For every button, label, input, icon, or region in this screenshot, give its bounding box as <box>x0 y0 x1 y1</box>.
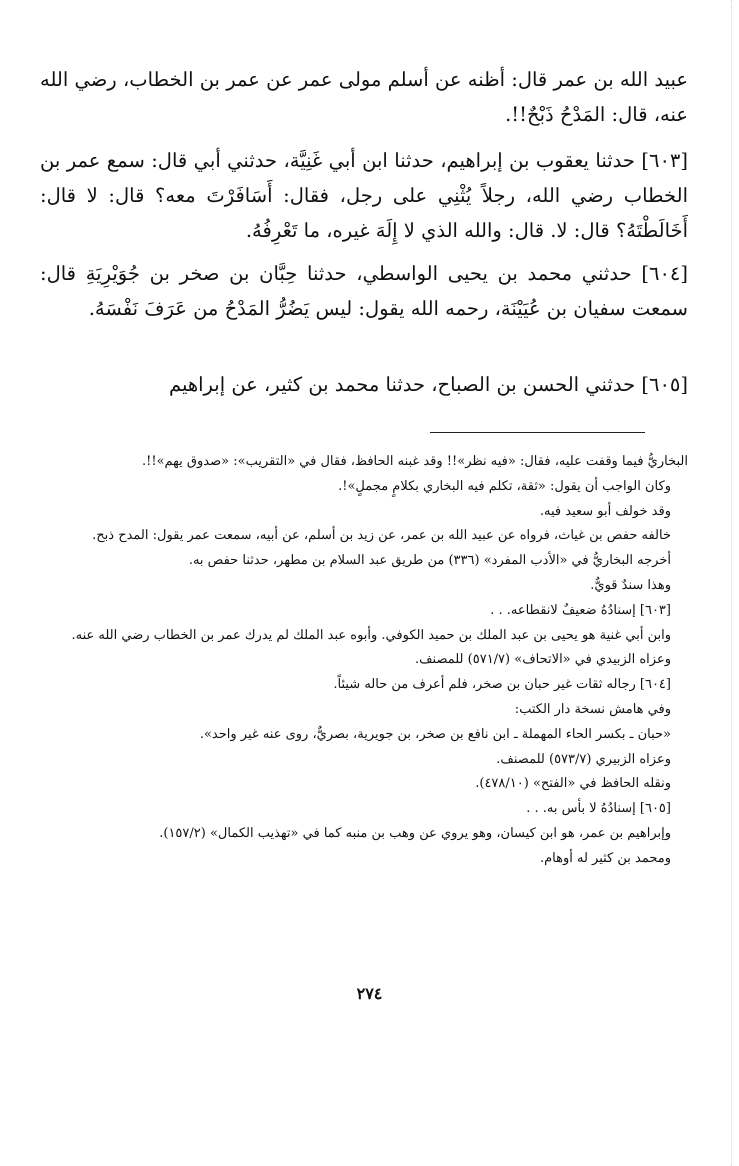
footnote-line: ومحمد بن كثير له أوهام. <box>539 850 671 866</box>
footnote-line: [٦٠٤] رجاله ثقات غير حبان بن صخر، فلم أعرف من حاله شيئاً. <box>333 677 671 693</box>
footnote-line: وعزاه الزبيري (٥٧٣/٧) للمصنف. <box>496 751 671 767</box>
main-paragraph-1 <box>40 62 688 132</box>
footnote-line: وإبراهيم بن عمر، هو ابن كيسان، وهو يروي عن وهب بن منبه كما في «تهذيب الكمال» (١٥٧/٢). <box>159 825 671 841</box>
footnote-line: أخرجه البخاريُّ في «الأدب المفرد» (٣٣٦) من طريق عبد السلام بن مطهر، حدثنا حفص به. <box>188 553 671 569</box>
main-text-2: [٦٠٣] حدثنا يعقوب بن إبراهيم، حدثنا ابن أبي غَنِيَّة، حدثني أبي قال: سمع عمر بن الخطاب رضي الله، رجلاً يُثْنِي على رجل، فقال: أَسَافَرْتَ معه؟ قال: لا قال: أَخَالَطْتَهُ؟ قال: لا. قال: والله الذي لا إِلَهَ غيره، ما تَعْرِفُهُ. <box>40 149 688 242</box>
footnote-line: وهذا سندٌ قويٌّ. <box>590 577 671 593</box>
main-text-1: عبيد الله بن عمر قال: أظنه عن أسلم مولى عمر عن عمر بن الخطاب، رضي الله عنه، قال: المَدْحُ ذَبْحٌ!!. <box>40 68 688 126</box>
footnote-line: وفي هامش نسخة دار الكتب: <box>514 701 671 717</box>
footnote-line: وابن أبي غنية هو يحيى بن عبد الملك بن حميد الكوفي. وأبوه عبد الملك لم يدرك عمر بن الخطاب رضي الله عنه. <box>71 627 671 643</box>
footnotes-section <box>46 450 688 872</box>
footnote-line: [٦٠٥] إسنادُهُ لا بأس به. . . <box>526 801 671 817</box>
footnote-line: «حبان ـ بكسر الحاء المهملة ـ ابن نافع بن صخر، بن جويرية، بصريٌّ، روى عنه غير واحد». <box>199 726 671 742</box>
main-text-4: [٦٠٥] حدثني الحسن بن الصباح، حدثنا محمد بن كثير، عن إبراهيم <box>168 373 688 396</box>
main-paragraph-hadith-603 <box>40 143 688 248</box>
scan-edge-line <box>731 0 732 1166</box>
footnote-line: وعزاه الزبيدي في «الاتحاف» (٥٧١/٧) للمصنف. <box>414 652 671 668</box>
main-text-3: [٦٠٤] حدثني محمد بن يحيى الواسطي، حدثنا حِبَّان بن صخر بن جُوَيْرِيَةِ قال: سمعت سفيان بن عُيَيْنَة، رحمه الله يقول: ليس يَضُرُّ المَدْحُ من عَرَفَ نَفْسَهُ. <box>40 262 688 320</box>
main-paragraph-hadith-605 <box>40 367 688 402</box>
footnote-line: وقد خولف أبو سعيد فيه. <box>539 503 671 519</box>
footnote-line: ونقله الحافظ في «الفتح» (٤٧٨/١٠). <box>475 776 671 792</box>
page-number: ٢٧٤ <box>356 984 383 1003</box>
main-paragraph-hadith-604 <box>40 256 688 326</box>
footnote-line: خالفه حفص بن غياث، فرواه عن عبيد الله بن عمر، عن زيد بن أسلم، عن أبيه، سمعت عمر يقول: المدح ذبح. <box>92 528 671 544</box>
footnote-line: [٦٠٣] إسنادُهُ ضعيفٌ لانقطاعه. . . <box>490 602 671 618</box>
footnote-line: وكان الواجب أن يقول: «ثقة، تكلم فيه البخاري بكلامٍ مجملٍ»!. <box>338 478 671 494</box>
footnote-separator <box>430 432 645 433</box>
footnote-line: البخاريُّ فيما وقفت عليه، فقال: «فيه نظر»!! وقد غبنه الحافظ، فقال في «التقريب»: «صدوق يهم»!!. <box>142 454 688 469</box>
